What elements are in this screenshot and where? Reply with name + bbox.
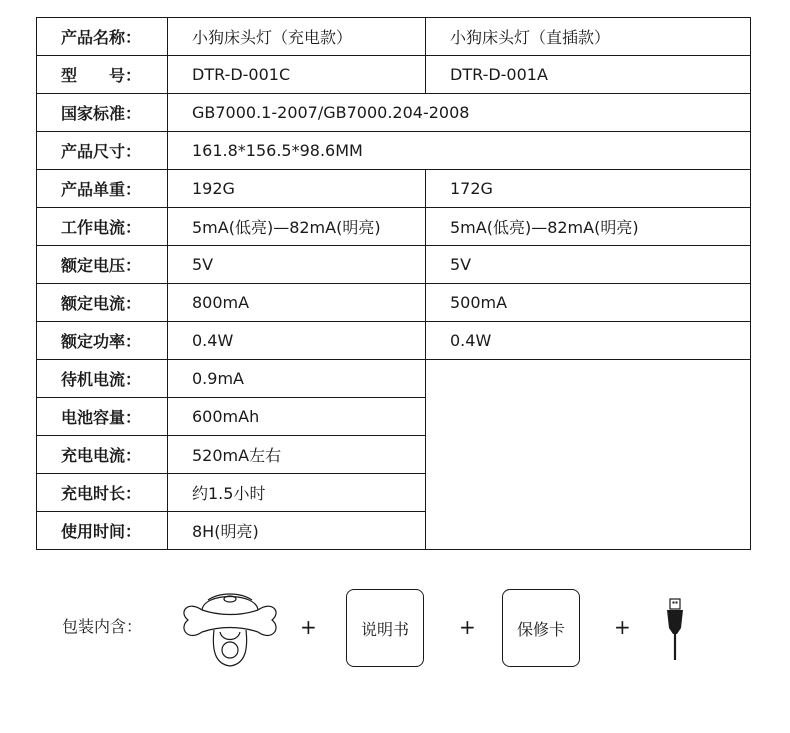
warranty-label: 保修卡 <box>516 619 565 639</box>
charging-model-value: 800mA <box>168 284 426 322</box>
row-label: 额定电流： <box>37 284 168 322</box>
row-label: 额定功率： <box>37 322 168 360</box>
plug-in-model-value: 500mA <box>426 284 751 322</box>
table-row <box>37 132 751 170</box>
plug-in-model-value: 5V <box>426 246 751 284</box>
plug-in-model-value: 小狗床头灯（直插款） <box>426 18 751 56</box>
empty-cell <box>426 360 751 550</box>
table-row <box>37 56 751 94</box>
plug-in-model-value: 5mA(低亮)—82mA(明亮) <box>426 208 751 246</box>
row-label: 型 号： <box>37 56 168 94</box>
row-label: 产品名称： <box>37 18 168 56</box>
charging-model-value: 192G <box>168 170 426 208</box>
row-label: 电池容量： <box>37 398 168 436</box>
charging-model-value: 5mA(低亮)—82mA(明亮) <box>168 208 426 246</box>
row-label: 工作电流： <box>37 208 168 246</box>
plug-in-model-value: 172G <box>426 170 751 208</box>
row-label: 国家标准： <box>37 94 168 132</box>
charging-model-value: 600mAh <box>168 398 426 436</box>
table-row <box>37 208 751 246</box>
plug-in-model-value: DTR-D-001A <box>426 56 751 94</box>
table-row <box>37 170 751 208</box>
manual-label: 说明书 <box>360 619 409 639</box>
charging-model-value: 约1.5小时 <box>168 474 426 512</box>
charging-model-value: DTR-D-001C <box>168 56 426 94</box>
spec-table <box>36 17 751 550</box>
row-label: 充电时长： <box>37 474 168 512</box>
shared-value: 161.8*156.5*98.6MM <box>168 132 751 170</box>
charging-model-value: 520mA左右 <box>168 436 426 474</box>
usb-cable-icon <box>664 598 686 662</box>
plus-sign: + <box>459 615 476 639</box>
package-contents-label: 包装内含： <box>62 617 143 636</box>
charging-model-value: 小狗床头灯（充电款） <box>168 18 426 56</box>
row-label: 产品尺寸： <box>37 132 168 170</box>
row-label: 使用时间： <box>37 512 168 550</box>
plug-in-model-value: 0.4W <box>426 322 751 360</box>
manual-card <box>346 589 424 667</box>
charging-model-value: 0.9mA <box>168 360 426 398</box>
plus-sign: + <box>614 615 631 639</box>
charging-model-value: 8H(明亮) <box>168 512 426 550</box>
row-label: 产品单重： <box>37 170 168 208</box>
table-row <box>37 246 751 284</box>
warranty-card <box>502 589 580 667</box>
row-label: 待机电流： <box>37 360 168 398</box>
plus-sign: + <box>300 615 317 639</box>
charging-model-value: 0.4W <box>168 322 426 360</box>
shared-value: GB7000.1-2007/GB7000.204-2008 <box>168 94 751 132</box>
table-row <box>37 94 751 132</box>
charging-model-value: 5V <box>168 246 426 284</box>
row-label: 充电电流： <box>37 436 168 474</box>
dog-lamp-icon <box>180 586 280 672</box>
table-row <box>37 322 751 360</box>
table-row <box>37 360 751 398</box>
row-label: 额定电压： <box>37 246 168 284</box>
table-row <box>37 18 751 56</box>
table-row <box>37 284 751 322</box>
